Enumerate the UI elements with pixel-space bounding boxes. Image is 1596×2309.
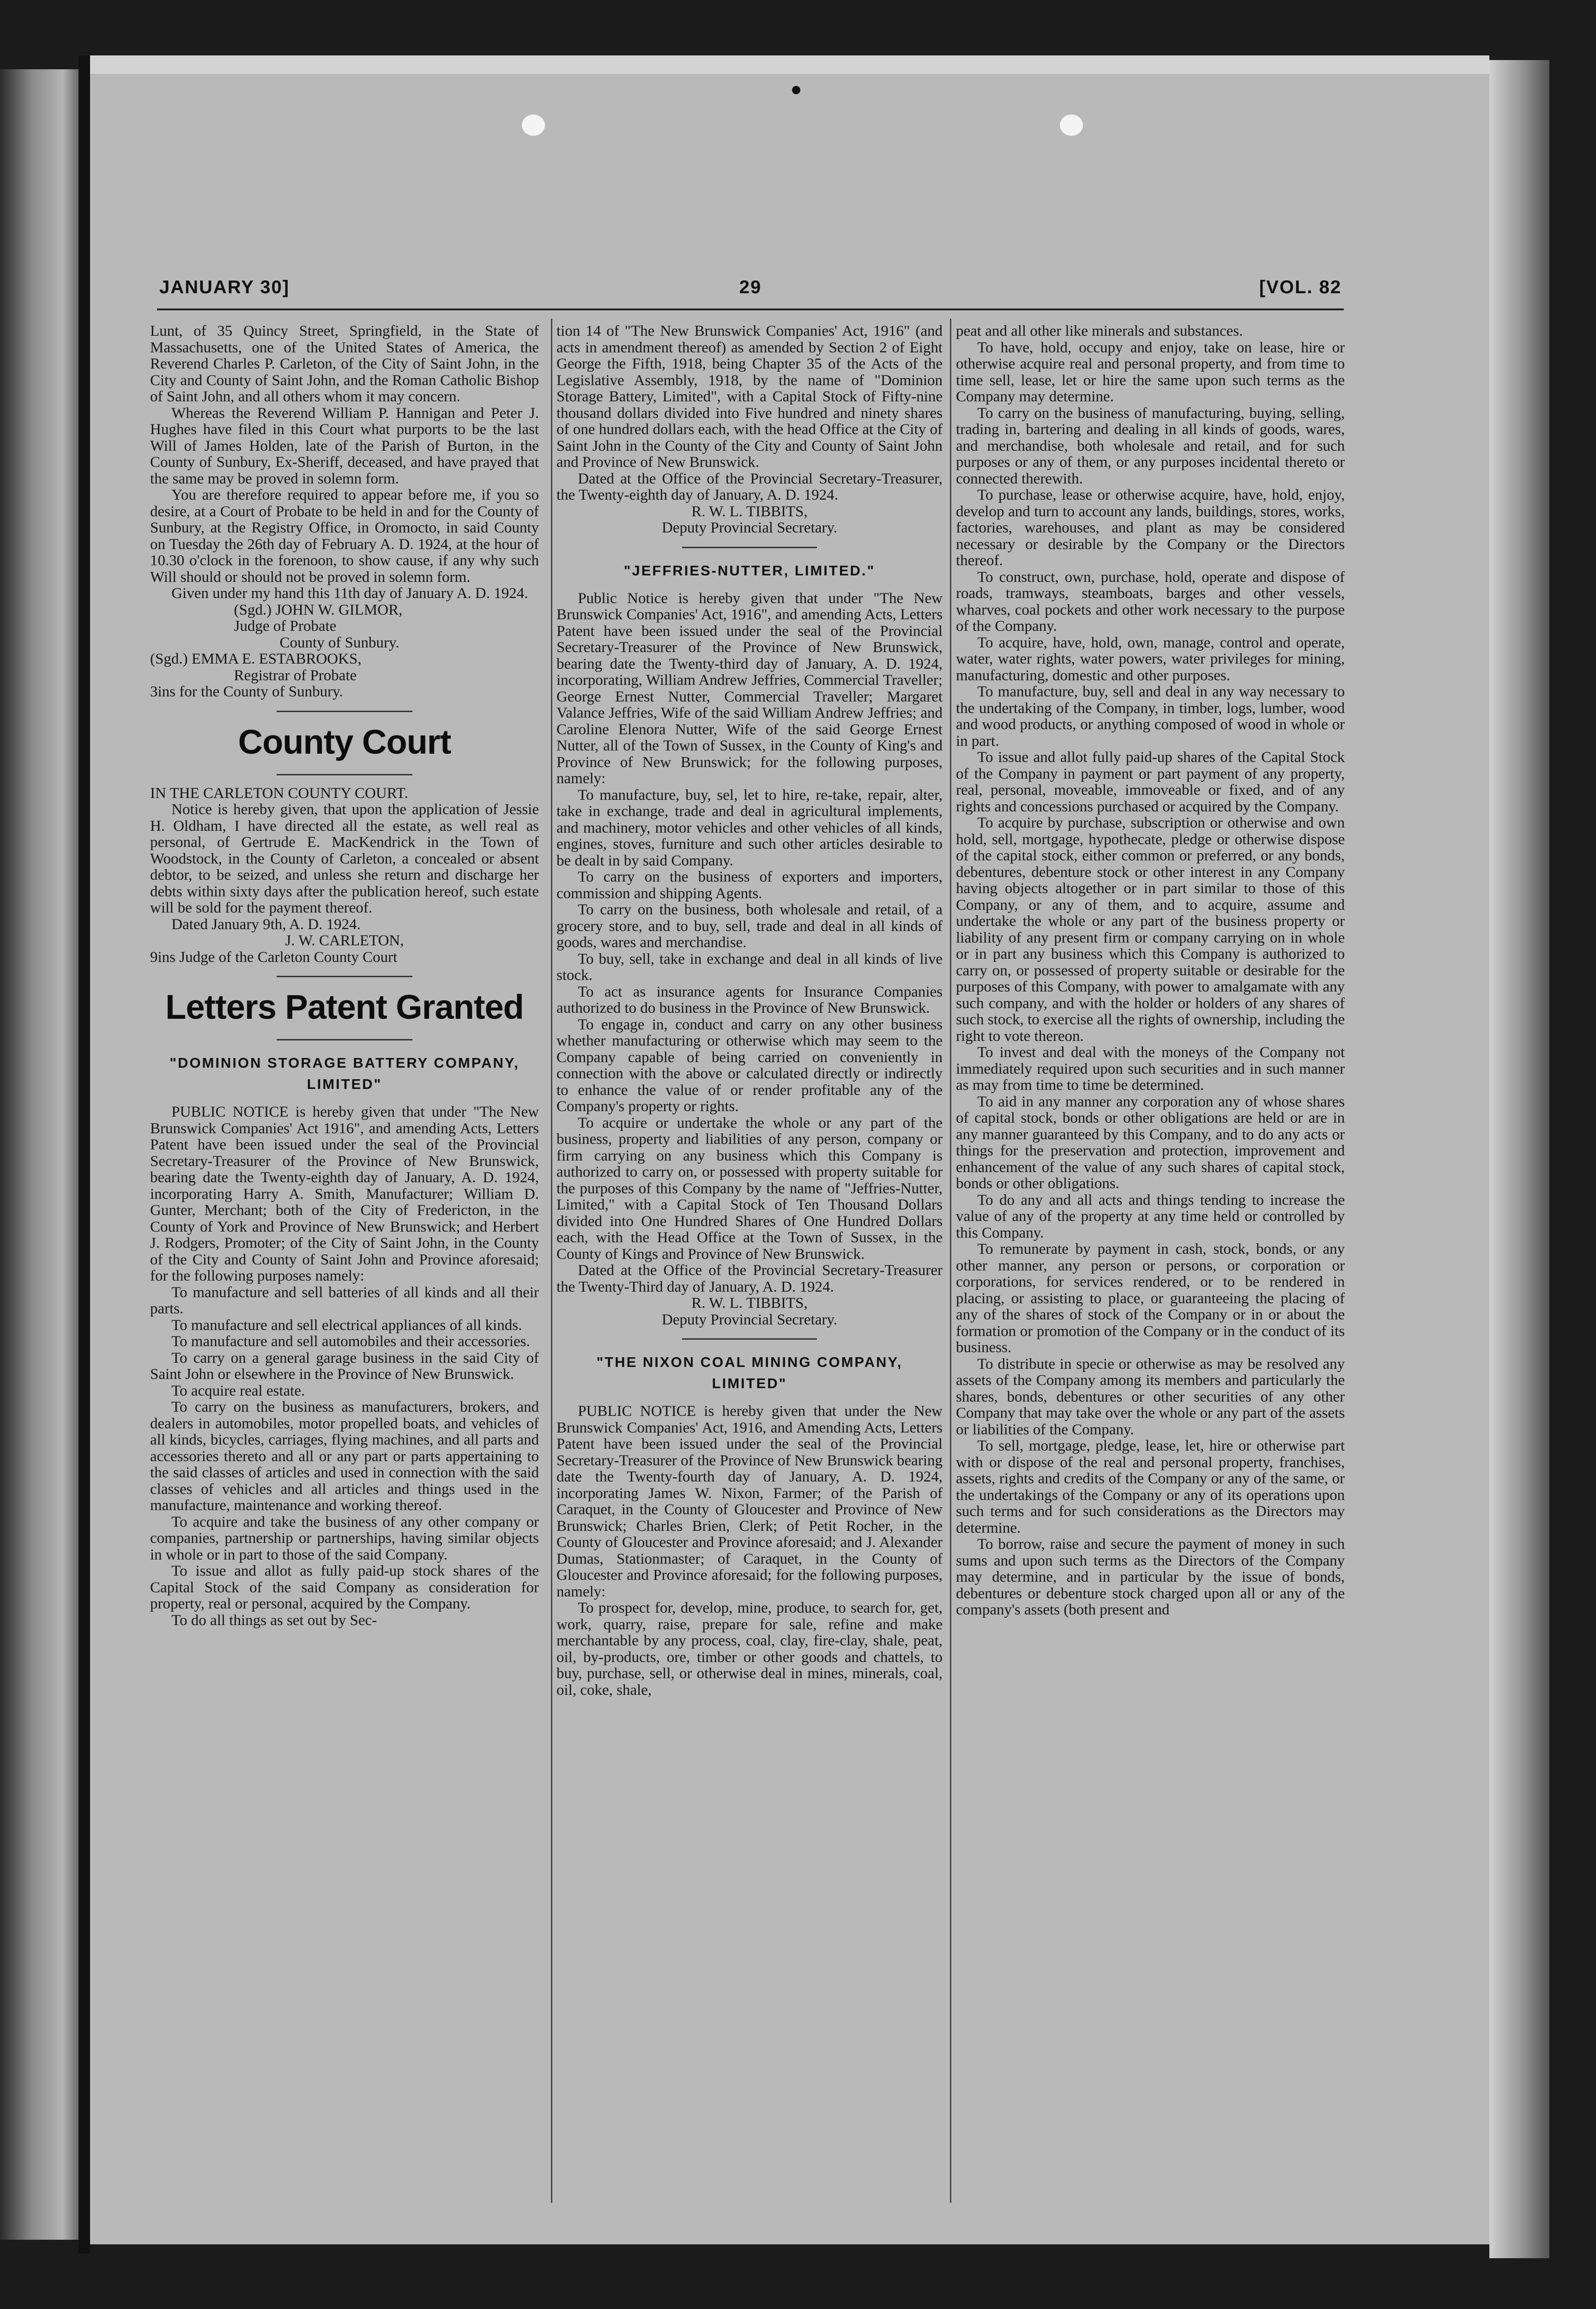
- signature-line: Registrar of Probate: [234, 667, 357, 684]
- binding-hole-icon: [522, 115, 545, 136]
- signature-line: County of Sunbury.: [279, 634, 399, 651]
- page-number: 29: [739, 277, 762, 297]
- patent-notice-text: To distribute in specie or otherwise as may be resolved any assets of the Company among its members and particularly the shares, bonds, debentures or other securities of any other Company that may take over the whole or any part of the assets or liabilities of the Company.: [956, 1355, 1345, 1438]
- column-2: [556, 323, 943, 2198]
- patent-notice-text: To engage in, conduct and carry on any other business whether manufacturing or otherwise which may seem to the Company capable of being carried on conveniently in connection with the above or calculated directly or indirectly to enhance the value of or render profitable any of the Company's property or rights.: [556, 1016, 943, 1115]
- signature-line: (Sgd.) JOHN W. GILMOR,: [234, 601, 403, 618]
- patent-notice-text: To manufacture and sell batteries of all kinds and all their parts.: [150, 1284, 539, 1317]
- signature-line: (Sgd.) EMMA E. ESTABROOKS,: [150, 651, 362, 667]
- patent-notice-text: To purchase, lease or otherwise acquire, have, hold, enjoy, develop and turn to account any lands, buildings, stores, works, factories, warehouses, and plant as may be considered necessary or desirable by the Company or the Directors thereof.: [956, 487, 1345, 569]
- patent-notice-text: PUBLIC NOTICE is hereby given that under "The New Brunswick Companies' Act 1916", and amending Acts, Letters Patent have been issued under the seal of the Provincial Secretary-Treasurer of the Province of New Brunswick, bearing date the Twenty-eighth day of January, A. D. 1924, incorporating Harry A. Smith, Manufacturer; William D. Gunter, Merchant; both of the City of Fredericton, in the County of York and Province of New Brunswick; and Herbert J. Rodgers, Promoter; of the City of Saint John, in the County of the City and County of Saint John and Province aforesaid; for the following purposes namely:: [150, 1104, 539, 1284]
- header-rule: [157, 308, 1344, 310]
- book-gutter: [79, 55, 90, 2254]
- left-page-edge: [0, 69, 79, 2240]
- signature-line: 9ins Judge of the Carleton County Court: [150, 949, 398, 966]
- patent-notice-text: To manufacture, buy, sel, let to hire, re-take, repair, alter, take in exchange, trade and deal in agricultural implements, and machinery, motor vehicles and other vehicles of all kinds, engines, stoves, furniture and such other articles desirable to be dealt in by said Company.: [556, 786, 943, 869]
- section-rule: [682, 547, 817, 548]
- patent-notice-text: tion 14 of "The New Brunswick Companies' Act, 1916" (and acts in amendment thereof) as amended by Section 2 of Eight George the Fifth, 1918, being Chapter 35 of the Acts of the Legislative Assembly, 1918, by the name of "Dominion Storage Battery, Limited", with a Capital Stock of Fifty-nine thousand dollars divided into Five hundred and ninety shares of one hundred dollars each, with the head Office at the City of Saint John in the County of the City and County of Saint John and Province of New Brunswick.: [556, 323, 943, 471]
- company-title: "JEFFRIES-NUTTER, LIMITED.": [623, 562, 876, 579]
- section-title-county-court: County Court: [238, 722, 451, 761]
- section-rule: [682, 1338, 817, 1340]
- right-page-edge: [1489, 60, 1549, 2258]
- patent-notice-text: PUBLIC NOTICE is hereby given that under the New Brunswick Companies' Act, 1916, and Amending Acts, Letters Patent have been issued under the seal of the Provincial Secretary-Treasurer of the Province of New Brunswick bearing date the Twenty-fourth day of January, A. D. 1924, incorporating James W. Nixon, Farmer; of the Parish of Caraquet, in the County of Gloucester and Province of New Brunswick; Charles Brien, Clerk; of Petit Rocher, in the County of Gloucester and Province aforesaid; and J. Alexander Dumas, Stationmaster; of Caraquet, in the County of Gloucester and Province aforesaid; for the following purposes, namely:: [556, 1403, 943, 1600]
- patent-notice-text: To acquire and take the business of any other company or companies, partnership or partnerships, having similar objects in whole or in part to those of the said Company.: [150, 1513, 539, 1563]
- volume-number: [VOL. 82: [1259, 277, 1342, 297]
- binding-hole-icon: [792, 86, 800, 94]
- signature-line: Judge of Probate: [234, 618, 337, 635]
- patent-notice-text: To issue and allot as fully paid-up stock shares of the Capital Stock of the said Company as consideration for property, real or personal, acquired by the Company.: [150, 1563, 539, 1612]
- patent-notice-text: To carry on the business of manufacturing, buying, selling, trading in, bartering and dealing in all kinds of goods, wares, and merchandise, both wholesale and retail, and for such purposes or any of them, or any purposes incidental thereto or connected therewith.: [956, 405, 1345, 487]
- patent-notice-text: Dated at the Office of the Provincial Secretary-Treasurer, the Twenty-eighth day of January, A. D. 1924.: [556, 470, 943, 503]
- patent-notice-text: To acquire or undertake the whole or any part of the business, property and liabilities of any person, company or firm carrying on any business which this Company is authorized to carry on, or possessed with property suitable for the purposes of this Company by the name of "Jeffries-Nutter, Limited," with a Capital Stock of Ten Thousand Dollars divided into One Hundred Shares of One Hundred Dollars each, with the Head Office at the Town of Sussex, in the County of Kings and Province of New Brunswick.: [556, 1114, 943, 1263]
- patent-notice-text: To aid in any manner any corporation any of whose shares of capital stock, bonds or other obligations are held or are in any manner guaranteed by this Company, and to do any acts or things for the preservation and protection, improvement and enhancement of the value of any such shares of capital stock, bonds or other obligations.: [956, 1093, 1345, 1192]
- patent-notice-text: To invest and deal with the moneys of the Company not immediately required upon such securities and in such manner as may from time to time be determined.: [956, 1044, 1345, 1094]
- patent-notice-text: To prospect for, develop, mine, produce, to search for, get, work, quarry, raise, prepare for sale, refine and make merchantable by any process, coal, clay, fire-clay, shale, peat, oil, by-products, ore, timber or other goods and chattels, to buy, purchase, sell, or otherwise deal in mines, minerals, coal, oil, coke, shale,: [556, 1600, 943, 1699]
- signature-line: Deputy Provincial Secretary.: [662, 1311, 837, 1328]
- column-1: [150, 323, 539, 2198]
- patent-notice-text: To have, hold, occupy and enjoy, take on lease, hire or otherwise acquire real and personal property, and from time to time sell, lease, let or hire the same upon such terms as the Company may determine.: [956, 339, 1345, 405]
- patent-notice-text: To carry on the business, both wholesale and retail, of a grocery store, and to buy, sell, trade and deal in all kinds of goods, wares and merchandise.: [556, 901, 943, 951]
- patent-notice-text: To buy, sell, take in exchange and deal in all kinds of live stock.: [556, 950, 943, 984]
- column-divider: [551, 319, 552, 2203]
- patent-notice-text: To act as insurance agents for Insurance Companies authorized to do business in the Province of New Brunswick.: [556, 983, 943, 1016]
- patent-notice-text: To acquire by purchase, subscription or otherwise and own hold, sell, mortgage, hypothecate, pledge or otherwise dispose of the capital stock, either common or preferred, or any bonds, debentures, debenture stock or other interest in any Company having objects altogether or in part similar to those of this Company, or any of them, and to acquire, assume and undertake the whole or any part of the business property or liability of any present firm or company carrying on in whole or in part any business which this Company is authorized to carry on, or possessed of property suitable or desirable for the purposes of this Company, with power to amalgamate with any such company, and with the holder or holders of any shares of such stock, to exercise all the rights of ownership, including the right to vote thereon.: [956, 815, 1345, 1045]
- patent-notice-text: To borrow, raise and secure the payment of money in such sums and upon such terms as the Directors of the Company may determine, and in particular by the issue of bonds, debentures or debenture stock charged upon all or any of the company's assets (both present and: [956, 1536, 1345, 1618]
- signature-line: J. W. CARLETON,: [285, 932, 404, 949]
- section-rule: [277, 976, 413, 977]
- patent-notice-text: To remunerate by payment in cash, stock, bonds, or any other manner, any person or persons, or corporation or corporations, for services rendered, or to be rendered in placing, or assisting to place, or guaranteeing the placing of any of the shares of stock of the Company or in or about the formation or promotion of the Company or in the conduct of its business.: [956, 1241, 1345, 1356]
- header-date: JANUARY 30]: [159, 277, 290, 297]
- signature-line: R. W. L. TIBBITS,: [691, 1295, 808, 1312]
- probate-notice-text: Lunt, of 35 Quincy Street, Springfield, in the State of Massachusetts, one of the United States of America, the Reverend Charles P. Carleton, of the City of Saint John, in the City and County of Saint John, and the Roman Catholic Bishop of Saint John, and all others whom it may concern.: [150, 323, 539, 405]
- signature-line: 3ins for the County of Sunbury.: [150, 683, 343, 700]
- patent-notice-text: To manufacture and sell electrical appliances of all kinds.: [171, 1317, 522, 1334]
- patent-notice-text: To do any and all acts and things tending to increase the value of any of the property at any time held or controlled by this Company.: [956, 1191, 1345, 1241]
- patent-notice-text: peat and all other like minerals and substances.: [956, 323, 1243, 339]
- signature-line: R. W. L. TIBBITS,: [691, 503, 808, 520]
- section-rule: [277, 1039, 413, 1040]
- company-title: "DOMINION STORAGE BATTERY COMPANY, LIMITED": [169, 1055, 520, 1092]
- patent-notice-text: To manufacture and sell automobiles and their accessories.: [171, 1333, 530, 1350]
- patent-notice-text: To acquire real estate.: [171, 1382, 305, 1399]
- probate-notice-text: Given under my hand this 11th day of January A. D. 1924.: [171, 585, 528, 602]
- patent-notice-text: Dated at the Office of the Provincial Secretary-Treasurer the Twenty-Third day of January, A. D. 1924.: [556, 1262, 943, 1295]
- signature-line: Deputy Provincial Secretary.: [662, 520, 837, 536]
- binding-hole-icon: [1060, 115, 1083, 136]
- patent-notice-text: To carry on the business of exporters and importers, commission and shipping Agents.: [556, 869, 943, 902]
- patent-notice-text: To sell, mortgage, pledge, lease, let, hire or otherwise part with or dispose of the real and personal property, franchises, assets, rights and credits of the Company or any of the same, or the undertakings of the Company or any of its operations upon such terms and for such considerations as the Directors may determine.: [956, 1438, 1345, 1536]
- patent-notice-text: To construct, own, purchase, hold, operate and dispose of roads, tramways, steamboats, barges and other vessels, wharves, coal pockets and other work necessary to the purpose of the Company.: [956, 568, 1345, 635]
- court-notice-text: Notice is hereby given, that upon the application of Jessie H. Oldham, I have directed all the estate, as well real as personal, of Gertrude E. MacKendrick in the Town of Woodstock, in the County of Carleton, a concealed or absent debtor, to be seized, and unless she return and discharge her debts within sixty days after the publication hereof, such estate will be sold for the payment thereof.: [150, 801, 539, 916]
- patent-notice-text: Public Notice is hereby given that under "The New Brunswick Companies' Act, 1916", and amending Acts, Letters Patent have been issued under the seal of the Provincial Secretary-Treasurer of the Province of New Brunswick, bearing date the Twenty-third day of January, A. D. 1924, incorporating, William Andrew Jeffries, Commercial Traveller; George Ernest Nutter, Commercial Traveller; Margaret Valance Jeffries, Wife of the said William Andrew Jeffries; and Caroline Elenora Nutter, Wife of the said George Ernest Nutter, all of the Town of Sussex, in the County of King's and Province of New Brunswick; for the following purposes, namely:: [556, 590, 943, 787]
- column-divider: [950, 319, 951, 2203]
- section-rule: [277, 711, 413, 712]
- patent-notice-text: To carry on the business as manufacturers, brokers, and dealers in automobiles, motor propelled boats, and vehicles of all kinds, bicycles, carriages, flying machines, and all parts and accessories thereto and all or any part or parts appertaining to the said classes of articles and used in connection with the said classes of vehicles and all articles and things used in the manufacture, maintenance and working thereof.: [150, 1399, 539, 1514]
- patent-notice-text: To acquire, have, hold, own, manage, control and operate, water, water rights, water powers, water privileges for mining, manufacturing, domestic and other purposes.: [956, 634, 1345, 684]
- court-notice-text: Dated January 9th, A. D. 1924.: [171, 916, 361, 933]
- court-notice-heading: IN THE CARLETON COUNTY COURT.: [150, 785, 408, 802]
- patent-notice-text: To manufacture, buy, sell and deal in any way necessary to the undertaking of the Company, in timber, logs, lumber, wood and wood products, or anything composed of wood in whole or in part.: [956, 683, 1345, 750]
- section-rule: [277, 774, 413, 775]
- patent-notice-text: To issue and allot fully paid-up shares of the Capital Stock of the Company in payment or part payment of any property, real, personal, moveable, immoveable or fixed, and of any rights and concessions purchased or acquired by the Company.: [956, 749, 1345, 815]
- page-top-margin: [90, 55, 1489, 76]
- probate-notice-text: You are therefore required to appear before me, if you so desire, at a Court of Probate to be held in and for the County of Sunbury, at the Registry Office, in Oromocto, in said County on Tuesday the 26th day of February A. D. 1924, at the hour of 10.30 o'clock in the forenoon, to show cause, if any why such Will should or should not be proved in solemn form.: [150, 487, 539, 586]
- probate-notice-text: Whereas the Reverend William P. Hannigan and Peter J. Hughes have filed in this Court what purports to be the last Will of James Holden, late of the Parish of Burton, in the County of Sunbury, Ex-Sheriff, deceased, and have prayed that the same may be proved in solemn form.: [150, 405, 539, 487]
- patent-notice-text: To carry on a general garage business in the said City of Saint John or elsewhere in the Province of New Brunswick.: [150, 1349, 539, 1383]
- company-title: "THE NIXON COAL MINING COMPANY, LIMITED": [596, 1354, 903, 1391]
- patent-notice-text: To do all things as set out by Sec-: [171, 1612, 377, 1629]
- column-3: [956, 323, 1345, 2198]
- section-title-letters-patent: Letters Patent Granted: [165, 988, 524, 1026]
